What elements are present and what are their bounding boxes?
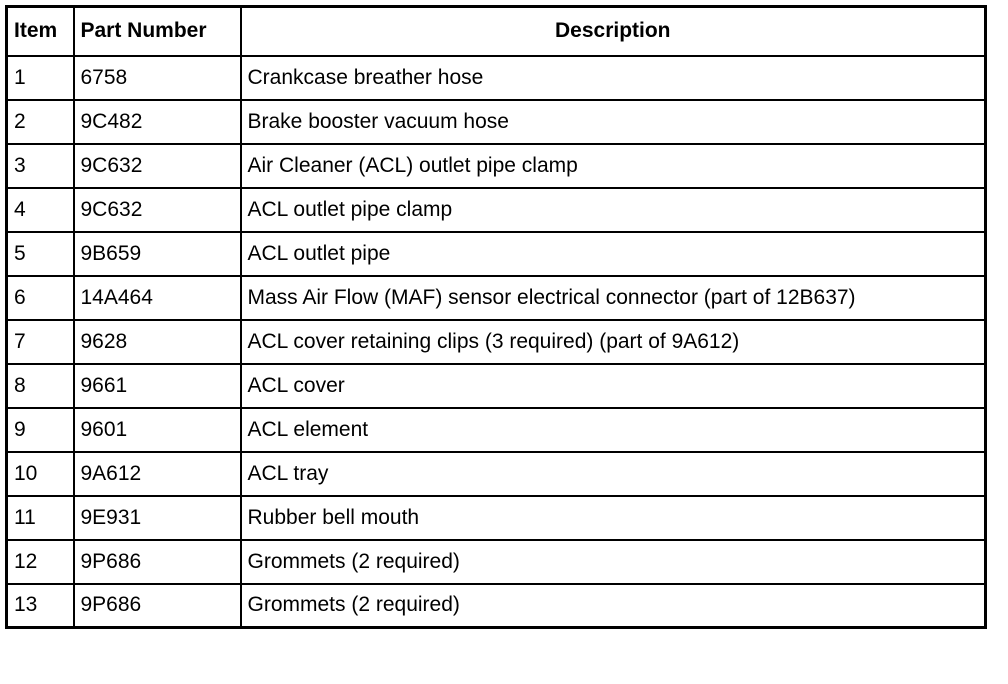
cell-item: 7 [7,320,74,364]
cell-part-number: 9P686 [74,540,241,584]
table-row [7,584,986,628]
cell-description: ACL tray [241,452,986,496]
cell-description: Mass Air Flow (MAF) sensor electrical connector (part of 12B637) [241,276,986,320]
cell-description: Crankcase breather hose [241,56,986,100]
table-row [7,232,986,276]
cell-item: 11 [7,496,74,540]
cell-description: ACL element [241,408,986,452]
table-row [7,320,986,364]
cell-part-number: 9601 [74,408,241,452]
cell-part-number: 6758 [74,56,241,100]
cell-description: Grommets (2 required) [241,540,986,584]
parts-table [5,5,987,629]
table-row [7,144,986,188]
cell-part-number: 9C632 [74,188,241,232]
cell-item: 6 [7,276,74,320]
table-row [7,540,986,584]
cell-description: Air Cleaner (ACL) outlet pipe clamp [241,144,986,188]
table-row [7,408,986,452]
table-row [7,100,986,144]
header-part-number: Part Number [74,7,241,56]
cell-description: ACL cover retaining clips (3 required) (part of 9A612) [241,320,986,364]
cell-item: 4 [7,188,74,232]
cell-item: 8 [7,364,74,408]
cell-item: 12 [7,540,74,584]
table-row [7,452,986,496]
table-row [7,276,986,320]
table-header-row [7,7,986,56]
cell-item: 1 [7,56,74,100]
cell-part-number: 9A612 [74,452,241,496]
cell-item: 10 [7,452,74,496]
header-description: Description [241,7,986,56]
cell-description: ACL outlet pipe [241,232,986,276]
header-item: Item [7,7,74,56]
cell-description: Grommets (2 required) [241,584,986,628]
cell-item: 5 [7,232,74,276]
cell-part-number: 9E931 [74,496,241,540]
table-body [7,56,986,628]
table-row [7,188,986,232]
cell-description: Brake booster vacuum hose [241,100,986,144]
cell-item: 9 [7,408,74,452]
cell-part-number: 9661 [74,364,241,408]
cell-part-number: 9P686 [74,584,241,628]
cell-description: Rubber bell mouth [241,496,986,540]
parts-table-container [5,5,984,629]
cell-part-number: 9C482 [74,100,241,144]
table-row [7,364,986,408]
cell-description: ACL outlet pipe clamp [241,188,986,232]
cell-item: 2 [7,100,74,144]
cell-item: 3 [7,144,74,188]
cell-part-number: 9B659 [74,232,241,276]
cell-part-number: 9628 [74,320,241,364]
table-row [7,56,986,100]
cell-part-number: 14A464 [74,276,241,320]
cell-part-number: 9C632 [74,144,241,188]
cell-item: 13 [7,584,74,628]
table-row [7,496,986,540]
cell-description: ACL cover [241,364,986,408]
